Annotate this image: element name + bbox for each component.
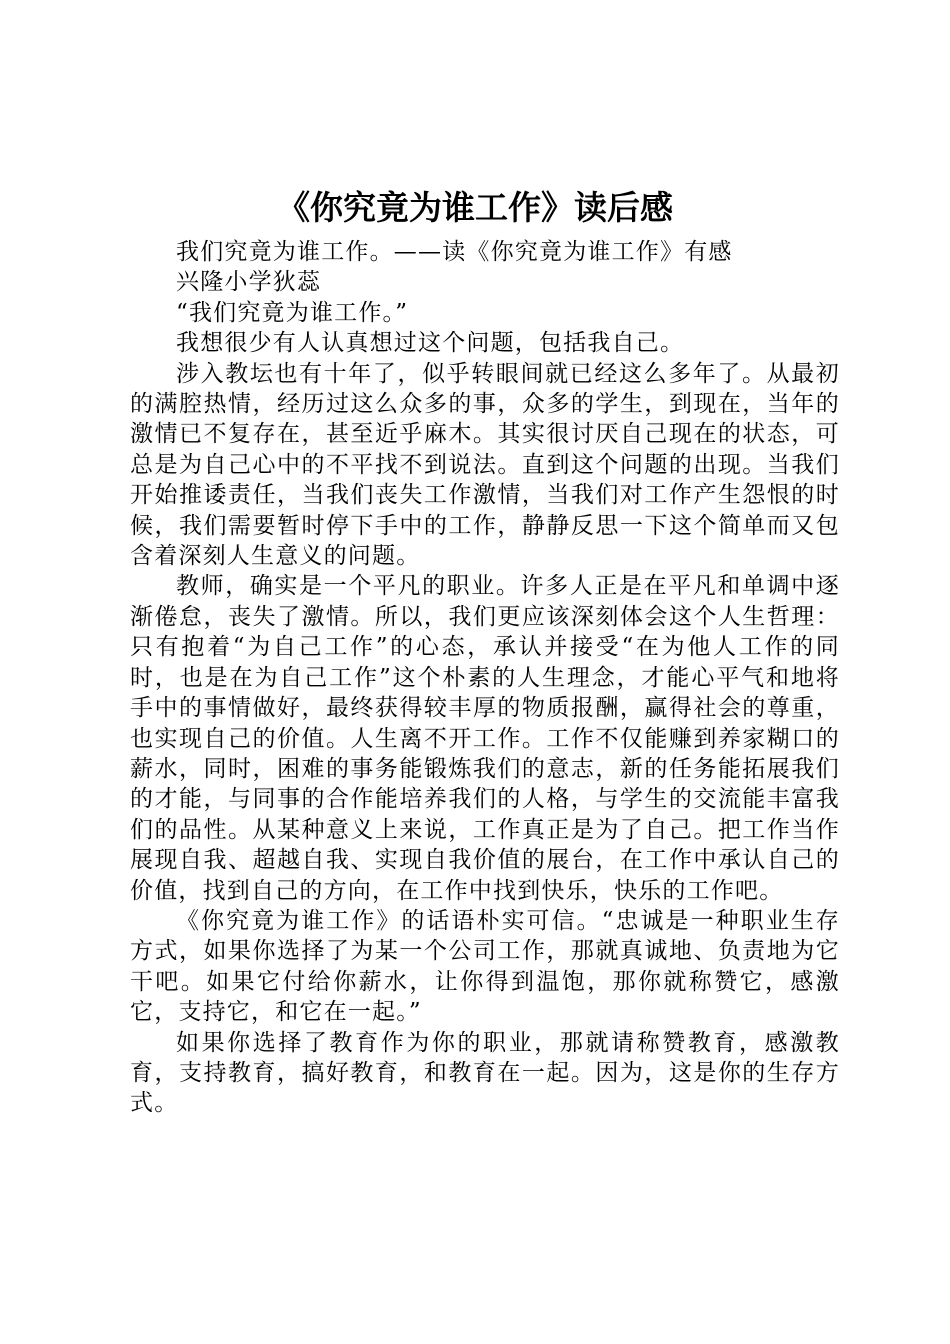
body-paragraph: 教师，确实是一个平凡的职业。许多人正是在平凡和单调中逐渐倦怠，丧失了激情。所以，我们更应该深刻体会这个人生哲理：只有抱着“为自己工作”的心态，承认并接受“在为他人工作的同时，也是在为自己工作”这个朴素的人生理念，才能心平气和地将手中的事情做好，最终获得较丰厚的物质报酬，赢得社会的尊重，也实现自己的价值。人生离不开工作。工作不仅能赚到养家糊口的薪水，同时，困难的事务能锻炼我们的意志，新的任务能拓展我们的才能，与同事的合作能培养我们的人格，与学生的交流能丰富我们的品性。从某种意义上来说，工作真正是为了自己。把工作当作展现自我、超越自我、实现自我价值的展台，在工作中承认自己的价值，找到自己的方向，在工作中找到快乐，快乐的工作吧。	[130, 573, 840, 904]
body-paragraph: 涉入教坛也有十年了，似乎转眼间就已经这么多年了。从最初的满腔热情，经历过这么众多的事，众多的学生，到现在，当年的激情已不复存在，甚至近乎麻木。其实很讨厌自己现在的状态，可总是为自己心中的不平找不到说法。直到这个问题的出现。当我们开始推诿责任，当我们丧失工作激情，当我们对工作产生怨恨的时候，我们需要暂时停下手中的工作，静静反思一下这个简单而又包含着深刻人生意义的问题。	[130, 360, 840, 570]
body-paragraph: 《你究竟为谁工作》的话语朴实可信。“忠诚是一种职业生存方式，如果你选择了为某一个公司工作，那就真诚地、负责地为它干吧。如果它付给你薪水，让你得到温饱，那你就称赞它，感激它，支持它，和它在一起。”	[130, 907, 840, 1026]
document-title: 《你究竟为谁工作》读后感	[277, 188, 673, 227]
body-paragraph: 我想很少有人认真想过这个问题，包括我自己。	[176, 330, 685, 357]
body-paragraph-author: 兴隆小学狄蕊	[176, 269, 322, 296]
body-paragraph-subtitle: 我们究竟为谁工作。——读《你究竟为谁工作》有感	[176, 239, 733, 265]
body-paragraph: 如果你选择了教育作为你的职业，那就请称赞教育，感激教育，支持教育，搞好教育，和教育在一起。因为，这是你的生存方式。	[130, 1029, 840, 1117]
document-body	[130, 237, 840, 1119]
body-paragraph-quote: “我们究竟为谁工作。”	[176, 299, 409, 326]
